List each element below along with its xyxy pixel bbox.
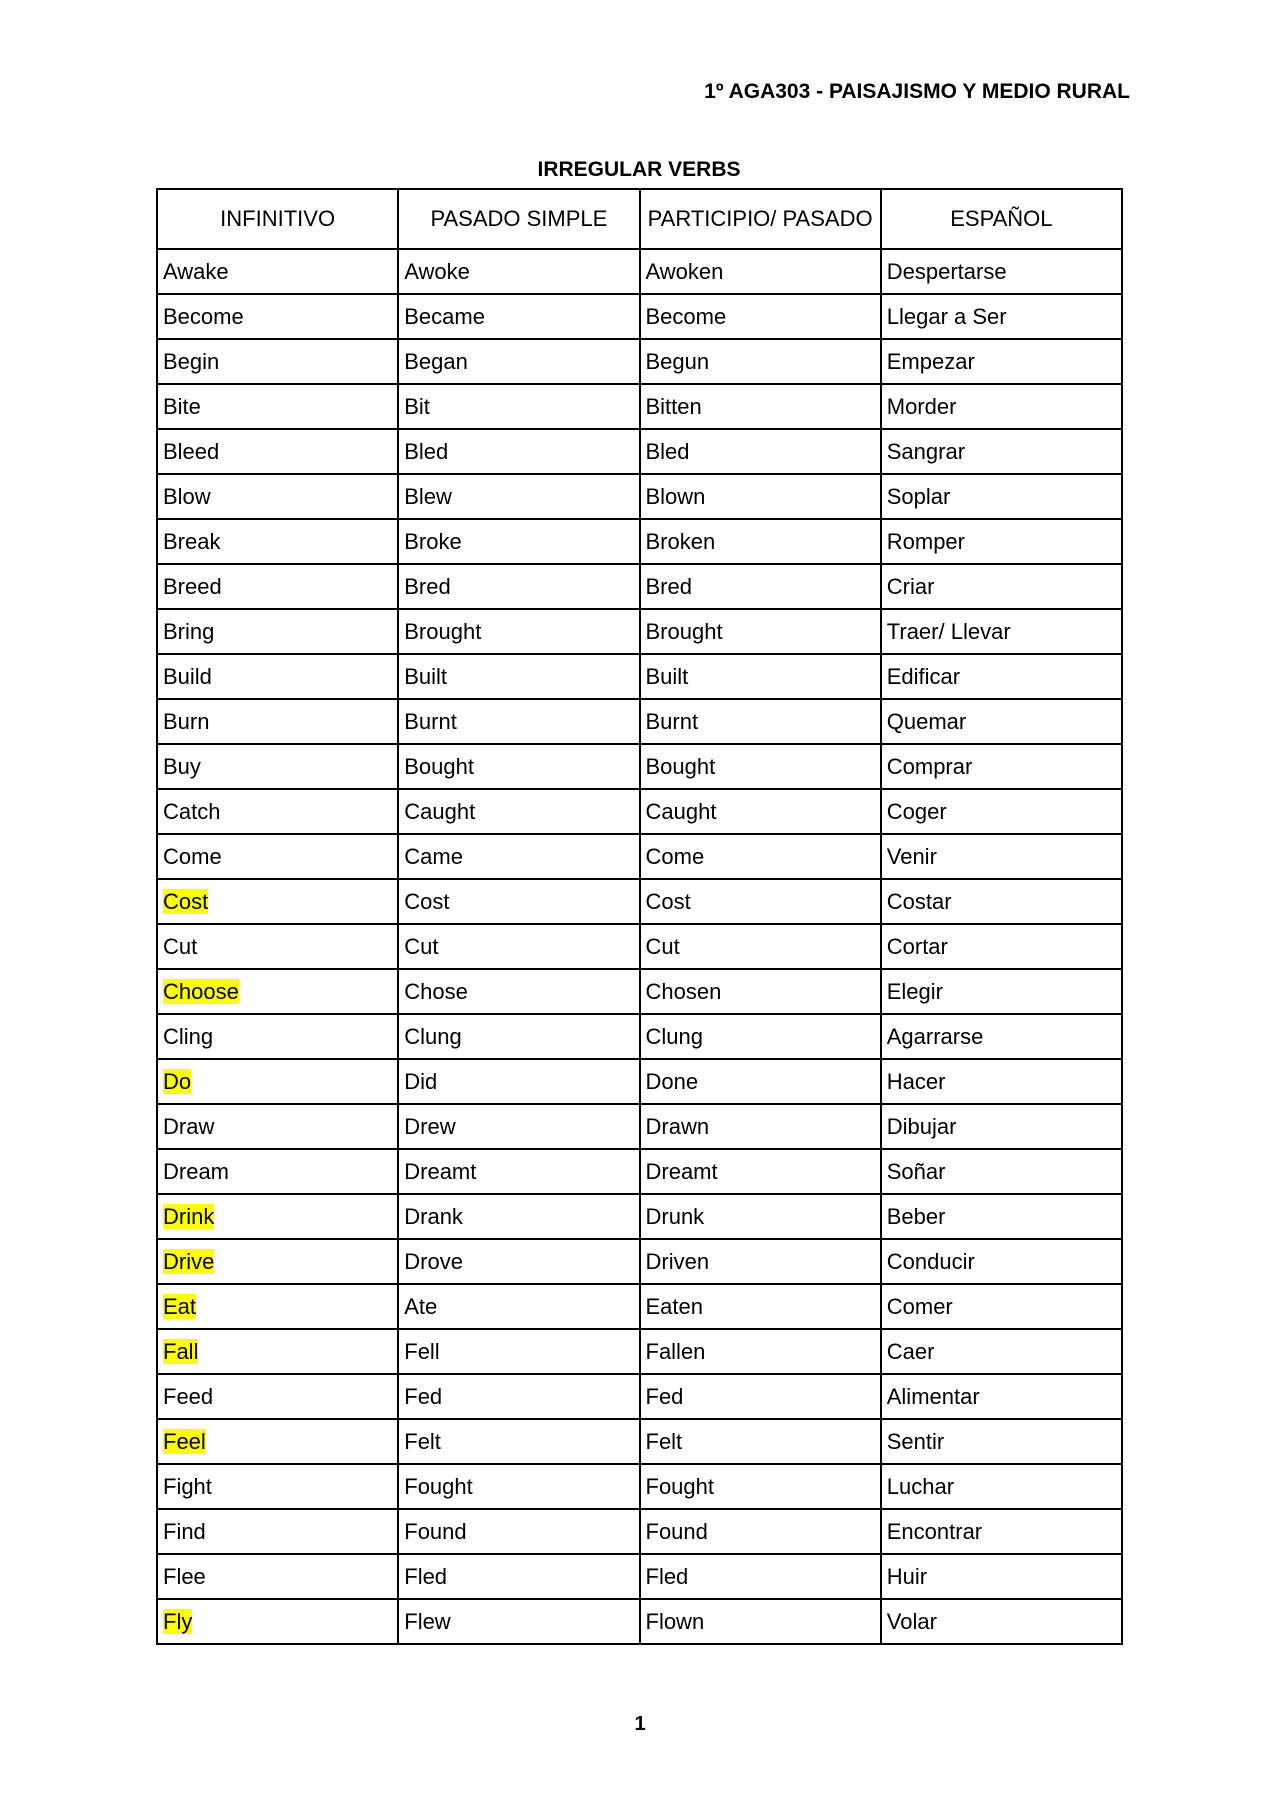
past-participle-cell: [640, 969, 881, 1014]
past-simple-cell: [398, 249, 639, 294]
past-simple-cell-text: Fled: [404, 1563, 448, 1589]
infinitive-cell: [157, 744, 398, 789]
past-participle-cell-text: Caught: [645, 798, 717, 824]
past-participle-cell-text: Bled: [645, 438, 690, 464]
past-simple-cell-text: Drew: [404, 1113, 456, 1139]
past-participle-cell: [640, 1059, 881, 1104]
spanish-cell: [881, 294, 1122, 339]
past-simple-cell-text: Felt: [404, 1428, 441, 1454]
table-row: [157, 699, 1122, 744]
past-simple-cell: [398, 699, 639, 744]
past-participle-cell-text: Broken: [645, 528, 716, 554]
spanish-cell-text: Elegir: [886, 978, 943, 1004]
spanish-cell-text: Huir: [886, 1563, 928, 1589]
spanish-cell-text: Quemar: [886, 708, 967, 734]
infinitive-cell-text: Bite: [163, 393, 201, 419]
past-participle-cell: [640, 834, 881, 879]
past-participle-cell-text: Bought: [645, 753, 716, 779]
spanish-cell-text: Venir: [886, 843, 937, 869]
past-participle-cell: [640, 1014, 881, 1059]
past-participle-cell: [640, 1329, 881, 1374]
infinitive-cell: [157, 1599, 398, 1644]
past-simple-cell-text: Caught: [404, 798, 476, 824]
past-participle-cell-text: Found: [645, 1518, 708, 1544]
spanish-cell-text: Soñar: [886, 1158, 946, 1184]
past-simple-cell-text: Dreamt: [404, 1158, 477, 1184]
past-participle-cell-text: Chosen: [645, 978, 722, 1004]
past-simple-cell: [398, 519, 639, 564]
infinitive-cell: [157, 1374, 398, 1419]
past-participle-cell-text: Drunk: [645, 1203, 705, 1229]
past-simple-cell: [398, 1149, 639, 1194]
past-simple-cell-text: Blew: [404, 483, 452, 509]
table-row: [157, 609, 1122, 654]
spanish-cell: [881, 1419, 1122, 1464]
infinitive-cell: [157, 879, 398, 924]
past-simple-cell: [398, 1284, 639, 1329]
past-simple-cell: [398, 1014, 639, 1059]
past-simple-cell-text: Awoke: [404, 258, 470, 284]
spanish-cell: [881, 1014, 1122, 1059]
infinitive-cell-text: Choose: [163, 978, 239, 1004]
spanish-cell: [881, 1329, 1122, 1374]
past-simple-cell-text: Fed: [404, 1383, 443, 1409]
spanish-cell: [881, 1509, 1122, 1554]
past-simple-cell: [398, 294, 639, 339]
past-simple-cell: [398, 564, 639, 609]
past-simple-cell-text: Became: [404, 303, 485, 329]
past-participle-cell-text: Bred: [645, 573, 692, 599]
past-simple-cell: [398, 429, 639, 474]
spanish-cell-text: Hacer: [886, 1068, 946, 1094]
past-simple-cell-text: Cut: [404, 933, 439, 959]
column-header-participio: PARTICIPIO/ PASADO: [640, 189, 881, 249]
infinitive-cell-text: Catch: [163, 798, 221, 824]
spanish-cell: [881, 699, 1122, 744]
spanish-cell-text: Morder: [886, 393, 957, 419]
past-simple-cell: [398, 1329, 639, 1374]
infinitive-cell-text: Drink: [163, 1203, 215, 1229]
table-row: [157, 519, 1122, 564]
infinitive-cell-text: Cost: [163, 888, 209, 914]
infinitive-cell-text: Burn: [163, 708, 210, 734]
infinitive-cell: [157, 1419, 398, 1464]
past-participle-cell-text: Brought: [645, 618, 723, 644]
spanish-cell-text: Alimentar: [886, 1383, 980, 1409]
past-simple-cell-text: Came: [404, 843, 463, 869]
past-simple-cell-text: Drank: [404, 1203, 463, 1229]
infinitive-cell-text: Fight: [163, 1473, 212, 1499]
infinitive-cell: [157, 1194, 398, 1239]
past-participle-cell: [640, 474, 881, 519]
spanish-cell: [881, 654, 1122, 699]
past-simple-cell-text: Drove: [404, 1248, 463, 1274]
table-row: [157, 1419, 1122, 1464]
past-simple-cell: [398, 1239, 639, 1284]
past-participle-cell: [640, 699, 881, 744]
spanish-cell-text: Volar: [886, 1608, 937, 1634]
past-participle-cell: [640, 1194, 881, 1239]
spanish-cell: [881, 609, 1122, 654]
spanish-cell-text: Costar: [886, 888, 952, 914]
table-row: [157, 1329, 1122, 1374]
table-row: [157, 1464, 1122, 1509]
spanish-cell-text: Traer/ Llevar: [886, 618, 1011, 644]
past-participle-cell-text: Driven: [645, 1248, 710, 1274]
infinitive-cell: [157, 1104, 398, 1149]
spanish-cell-text: Cortar: [886, 933, 948, 959]
past-simple-cell-text: Bred: [404, 573, 451, 599]
spanish-cell-text: Edificar: [886, 663, 961, 689]
past-simple-cell-text: Built: [404, 663, 448, 689]
table-header: [157, 189, 1122, 249]
table-row: [157, 744, 1122, 789]
infinitive-cell-text: Drive: [163, 1248, 215, 1274]
past-participle-cell: [640, 339, 881, 384]
spanish-cell-text: Criar: [886, 573, 935, 599]
infinitive-cell: [157, 474, 398, 519]
past-participle-cell: [640, 1509, 881, 1554]
past-simple-cell: [398, 474, 639, 519]
past-simple-cell: [398, 834, 639, 879]
infinitive-cell-text: Feel: [163, 1428, 206, 1454]
infinitive-cell: [157, 1284, 398, 1329]
spanish-cell: [881, 519, 1122, 564]
table-row: [157, 789, 1122, 834]
table-row: [157, 879, 1122, 924]
infinitive-cell: [157, 339, 398, 384]
past-participle-cell: [640, 1464, 881, 1509]
spanish-cell: [881, 1059, 1122, 1104]
spanish-cell-text: Romper: [886, 528, 965, 554]
table-row: [157, 969, 1122, 1014]
past-participle-cell-text: Done: [645, 1068, 699, 1094]
infinitive-cell-text: Buy: [163, 753, 201, 779]
infinitive-cell-text: Break: [163, 528, 221, 554]
infinitive-cell: [157, 564, 398, 609]
past-participle-cell: [640, 879, 881, 924]
infinitive-cell-text: Blow: [163, 483, 211, 509]
past-participle-cell: [640, 789, 881, 834]
column-header-espanol: ESPAÑOL: [881, 189, 1122, 249]
past-simple-cell: [398, 654, 639, 699]
past-participle-cell: [640, 294, 881, 339]
document-title: IRREGULAR VERBS: [537, 158, 741, 181]
past-participle-cell: [640, 1554, 881, 1599]
past-participle-cell-text: Built: [645, 663, 689, 689]
header-row: [157, 189, 1122, 249]
spanish-cell: [881, 1194, 1122, 1239]
past-simple-cell: [398, 1554, 639, 1599]
past-simple-cell-text: Clung: [404, 1023, 462, 1049]
past-participle-cell: [640, 1239, 881, 1284]
infinitive-cell: [157, 249, 398, 294]
infinitive-cell: [157, 834, 398, 879]
past-participle-cell-text: Fought: [645, 1473, 714, 1499]
infinitive-cell-text: Build: [163, 663, 212, 689]
infinitive-cell-text: Find: [163, 1518, 206, 1544]
past-participle-cell-text: Begun: [645, 348, 710, 374]
spanish-cell: [881, 1239, 1122, 1284]
past-simple-cell-text: Began: [404, 348, 468, 374]
table-body: [157, 249, 1122, 1644]
past-participle-cell: [640, 654, 881, 699]
table-row: [157, 654, 1122, 699]
infinitive-cell: [157, 699, 398, 744]
infinitive-cell: [157, 1554, 398, 1599]
table-row: [157, 294, 1122, 339]
past-simple-cell: [398, 1419, 639, 1464]
infinitive-cell-text: Cut: [163, 933, 198, 959]
infinitive-cell: [157, 429, 398, 474]
course-header: 1º AGA303 - PAISAJISMO Y MEDIO RURAL: [704, 80, 1130, 103]
table-row: [157, 1554, 1122, 1599]
spanish-cell-text: Coger: [886, 798, 947, 824]
past-simple-cell: [398, 789, 639, 834]
past-simple-cell-text: Broke: [404, 528, 462, 554]
past-simple-cell: [398, 879, 639, 924]
past-participle-cell-text: Flown: [645, 1608, 705, 1634]
past-participle-cell: [640, 609, 881, 654]
spanish-cell-text: Comprar: [886, 753, 973, 779]
table-row: [157, 339, 1122, 384]
infinitive-cell-text: Bring: [163, 618, 215, 644]
table-row: [157, 1149, 1122, 1194]
past-participle-cell: [640, 384, 881, 429]
spanish-cell: [881, 1149, 1122, 1194]
spanish-cell: [881, 924, 1122, 969]
infinitive-cell: [157, 519, 398, 564]
past-simple-cell-text: Did: [404, 1068, 438, 1094]
past-simple-cell-text: Cost: [404, 888, 450, 914]
past-simple-cell: [398, 339, 639, 384]
past-simple-cell: [398, 1509, 639, 1554]
table-row: [157, 1194, 1122, 1239]
spanish-cell: [881, 879, 1122, 924]
spanish-cell-text: Conducir: [886, 1248, 975, 1274]
table-row: [157, 924, 1122, 969]
past-simple-cell-text: Fell: [404, 1338, 440, 1364]
past-simple-cell: [398, 1374, 639, 1419]
irregular-verbs-table: [156, 188, 1123, 1645]
infinitive-cell-text: Awake: [163, 258, 229, 284]
spanish-cell-text: Sentir: [886, 1428, 945, 1454]
spanish-cell: [881, 744, 1122, 789]
infinitive-cell-text: Come: [163, 843, 222, 869]
past-participle-cell-text: Felt: [645, 1428, 683, 1454]
past-participle-cell: [640, 1149, 881, 1194]
table-row: [157, 1104, 1122, 1149]
infinitive-cell: [157, 924, 398, 969]
infinitive-cell-text: Fly: [163, 1608, 193, 1634]
past-participle-cell-text: Blown: [645, 483, 706, 509]
infinitive-cell-text: Cling: [163, 1023, 214, 1049]
past-simple-cell-text: Bled: [404, 438, 449, 464]
past-simple-cell: [398, 384, 639, 429]
spanish-cell: [881, 1104, 1122, 1149]
table-row: [157, 1014, 1122, 1059]
past-participle-cell: [640, 924, 881, 969]
table-row: [157, 1599, 1122, 1644]
infinitive-cell: [157, 1329, 398, 1374]
past-simple-cell: [398, 924, 639, 969]
column-header-infinitivo: INFINITIVO: [157, 189, 398, 249]
past-participle-cell: [640, 429, 881, 474]
spanish-cell: [881, 1599, 1122, 1644]
past-participle-cell-text: Clung: [645, 1023, 703, 1049]
infinitive-cell-text: Become: [163, 303, 244, 329]
spanish-cell-text: Soplar: [886, 483, 951, 509]
past-simple-cell-text: Burnt: [404, 708, 457, 734]
column-header-pasado-simple: PASADO SIMPLE: [398, 189, 639, 249]
past-simple-cell-text: Brought: [404, 618, 482, 644]
infinitive-cell: [157, 294, 398, 339]
past-participle-cell: [640, 1104, 881, 1149]
infinitive-cell-text: Feed: [163, 1383, 214, 1409]
spanish-cell-text: Luchar: [886, 1473, 955, 1499]
spanish-cell: [881, 1554, 1122, 1599]
infinitive-cell: [157, 1509, 398, 1554]
spanish-cell: [881, 1464, 1122, 1509]
infinitive-cell: [157, 789, 398, 834]
spanish-cell-text: Agarrarse: [886, 1023, 984, 1049]
spanish-cell: [881, 384, 1122, 429]
infinitive-cell-text: Bleed: [163, 438, 220, 464]
table-row: [157, 429, 1122, 474]
spanish-cell-text: Encontrar: [886, 1518, 983, 1544]
table-row: [157, 834, 1122, 879]
spanish-cell: [881, 339, 1122, 384]
infinitive-cell: [157, 1014, 398, 1059]
spanish-cell: [881, 564, 1122, 609]
table-row: [157, 1509, 1122, 1554]
table-row: [157, 474, 1122, 519]
table-row: [157, 1374, 1122, 1419]
past-participle-cell-text: Eaten: [645, 1293, 703, 1319]
infinitive-cell: [157, 1059, 398, 1104]
infinitive-cell-text: Do: [163, 1068, 192, 1094]
infinitive-cell-text: Begin: [163, 348, 220, 374]
past-participle-cell: [640, 1599, 881, 1644]
past-simple-cell: [398, 609, 639, 654]
spanish-cell: [881, 834, 1122, 879]
past-participle-cell: [640, 1284, 881, 1329]
spanish-cell: [881, 249, 1122, 294]
infinitive-cell: [157, 609, 398, 654]
infinitive-cell-text: Breed: [163, 573, 222, 599]
past-participle-cell-text: Dreamt: [645, 1158, 718, 1184]
past-participle-cell: [640, 519, 881, 564]
spanish-cell: [881, 1374, 1122, 1419]
page-number: 1: [634, 1713, 646, 1735]
past-participle-cell: [640, 1419, 881, 1464]
past-simple-cell-text: Bought: [404, 753, 474, 779]
spanish-cell: [881, 1284, 1122, 1329]
past-participle-cell-text: Fed: [645, 1383, 684, 1409]
past-participle-cell-text: Come: [645, 843, 705, 869]
infinitive-cell-text: Fall: [163, 1338, 199, 1364]
past-participle-cell-text: Cut: [645, 933, 680, 959]
past-simple-cell-text: Bit: [404, 393, 430, 419]
past-participle-cell-text: Bitten: [645, 393, 702, 419]
spanish-cell: [881, 969, 1122, 1014]
table-row: [157, 1284, 1122, 1329]
past-simple-cell-text: Ate: [404, 1293, 438, 1319]
infinitive-cell: [157, 384, 398, 429]
past-participle-cell-text: Cost: [645, 888, 691, 914]
infinitive-cell-text: Dream: [163, 1158, 230, 1184]
table-row: [157, 1059, 1122, 1104]
infinitive-cell: [157, 969, 398, 1014]
infinitive-cell-text: Draw: [163, 1113, 215, 1139]
past-participle-cell-text: Awoken: [645, 258, 724, 284]
past-participle-cell: [640, 249, 881, 294]
table-row: [157, 1239, 1122, 1284]
spanish-cell-text: Beber: [886, 1203, 946, 1229]
infinitive-cell-text: Eat: [163, 1293, 197, 1319]
table-row: [157, 564, 1122, 609]
past-participle-cell-text: Fled: [645, 1563, 689, 1589]
past-simple-cell: [398, 1059, 639, 1104]
past-simple-cell-text: Found: [404, 1518, 467, 1544]
past-simple-cell-text: Fought: [404, 1473, 473, 1499]
past-participle-cell-text: Fallen: [645, 1338, 706, 1364]
past-participle-cell: [640, 564, 881, 609]
past-simple-cell: [398, 969, 639, 1014]
spanish-cell: [881, 789, 1122, 834]
past-simple-cell-text: Chose: [404, 978, 468, 1004]
spanish-cell-text: Llegar a Ser: [886, 303, 1007, 329]
spanish-cell: [881, 429, 1122, 474]
spanish-cell-text: Empezar: [886, 348, 975, 374]
past-simple-cell: [398, 744, 639, 789]
past-simple-cell-text: Flew: [404, 1608, 451, 1634]
past-participle-cell: [640, 1374, 881, 1419]
spanish-cell-text: Despertarse: [886, 258, 1007, 284]
past-simple-cell: [398, 1104, 639, 1149]
spanish-cell-text: Sangrar: [886, 438, 966, 464]
spanish-cell-text: Dibujar: [886, 1113, 957, 1139]
past-participle-cell-text: Burnt: [645, 708, 699, 734]
past-simple-cell: [398, 1599, 639, 1644]
past-participle-cell: [640, 744, 881, 789]
infinitive-cell-text: Flee: [163, 1563, 206, 1589]
table-row: [157, 249, 1122, 294]
table-row: [157, 384, 1122, 429]
past-simple-cell: [398, 1194, 639, 1239]
past-participle-cell-text: Drawn: [645, 1113, 710, 1139]
spanish-cell: [881, 474, 1122, 519]
spanish-cell-text: Comer: [886, 1293, 953, 1319]
infinitive-cell: [157, 1239, 398, 1284]
infinitive-cell: [157, 1464, 398, 1509]
infinitive-cell: [157, 654, 398, 699]
spanish-cell-text: Caer: [886, 1338, 935, 1364]
past-simple-cell: [398, 1464, 639, 1509]
infinitive-cell: [157, 1149, 398, 1194]
past-participle-cell-text: Become: [645, 303, 727, 329]
